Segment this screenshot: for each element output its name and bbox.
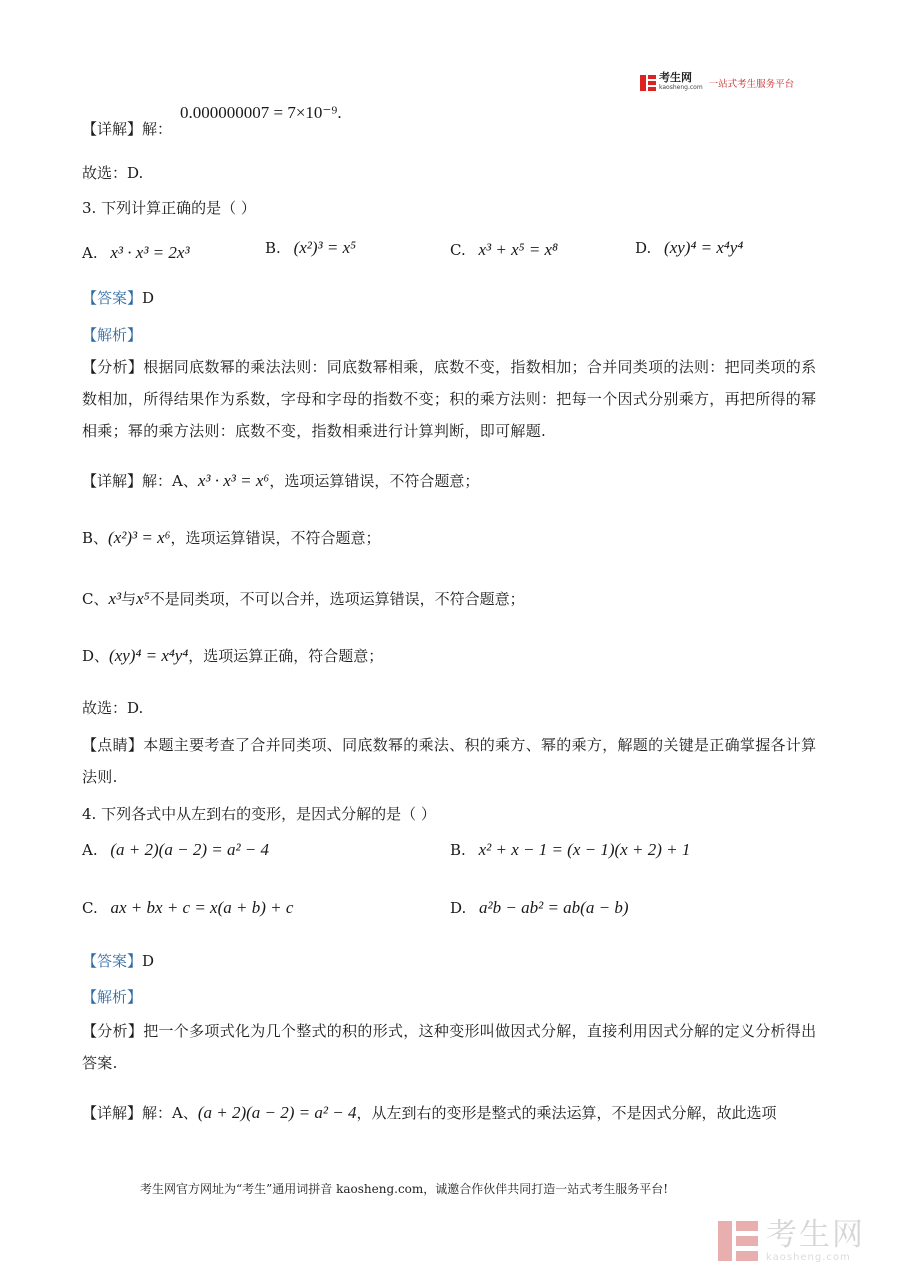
option-math: (xy)⁴ = x⁴y⁴ (664, 238, 744, 257)
q3-option-a (82, 243, 190, 263)
q3-detail-b (82, 527, 381, 548)
detail-math: x⁵ (136, 589, 150, 608)
answer-label: 【答案】 (82, 289, 143, 307)
q4-stem: 4. 下列各式中从左到右的变形，是因式分解的是（ ） (82, 805, 436, 823)
q4-answer (82, 950, 154, 971)
footer-text: 考生网官方网址为“考生”通用词拼音 kaosheng.com，诚邀合作伙伴共同打造一站式考生服务平台! (140, 1182, 669, 1196)
q3-analysis-label: 【解析】 (82, 326, 143, 344)
kaosheng-logo-icon (640, 75, 656, 91)
detail-prefix: 【详解】解：A、 (82, 472, 198, 490)
q4-option-b (450, 840, 690, 860)
option-math: (a + 2)(a − 2) = a² − 4 (110, 840, 270, 859)
q4-option-d (450, 898, 628, 918)
q3-answer (82, 287, 154, 308)
option-label: C. (82, 899, 98, 917)
detail-math: (a + 2)(a − 2) = a² − 4 (197, 1103, 357, 1122)
watermark-name: 考生网 (766, 1217, 865, 1253)
logo-name: 考生网 (659, 71, 692, 84)
option-math: x³ · x³ = 2x³ (110, 243, 190, 262)
option-math: ax + bx + c = x(a + b) + c (110, 898, 294, 917)
q3-choice: 故选：D. (82, 699, 144, 717)
detail-mid: 与 (121, 590, 137, 608)
q3-detail-a (82, 470, 479, 491)
q3-fenxi: 【分析】根据同底数幂的乘法法则：同底数幂相乘，底数不变，指数相加；合并同类项的法则：把同类项的系数相加，所得结果作为系数，字母和字母的指数不变；积的乘方法则：把每一个因式分别乘方，再把所得的幂相乘；幂的乘方法则：底数不变，指数相乘进行计算判断，即可解题. (82, 358, 817, 440)
option-label: A. (82, 244, 98, 262)
option-label: D. (635, 239, 652, 257)
q3-option-b (265, 238, 356, 258)
q2-detail-math: 0.000000007 = 7×10⁻⁹. (180, 103, 342, 122)
answer-value: D (142, 952, 155, 970)
option-math: a²b − ab² = ab(a − b) (479, 898, 629, 917)
logo-domain: kaosheng.com (659, 84, 703, 91)
q4-fenxi: 【分析】把一个多项式化为几个整式的积的形式，这种变形叫做因式分解，直接利用因式分解的定义分析得出答案. (82, 1022, 817, 1072)
q2-detail (82, 118, 172, 139)
detail-suffix: ，选项运算错误，不符合题意； (269, 472, 480, 490)
option-label: B. (265, 239, 281, 257)
detail-prefix: C、 (82, 590, 109, 608)
watermark (718, 1218, 865, 1263)
detail-math: x³ (108, 589, 122, 608)
q3-detail-d (82, 645, 383, 666)
q2-choice: 故选：D. (82, 164, 144, 182)
option-label: B. (450, 841, 466, 859)
answer-label: 【答案】 (82, 952, 143, 970)
q3-detail-c (82, 588, 525, 609)
q3-stem: 3. 下列计算正确的是（ ） (82, 199, 256, 217)
q3-option-d (635, 238, 743, 258)
watermark-domain: kaosheng.com (766, 1252, 851, 1263)
detail-prefix: 【详解】解：A、 (82, 1104, 198, 1122)
detail-math: (xy)⁴ = x⁴y⁴ (109, 646, 189, 665)
option-label: A. (82, 841, 98, 859)
detail-math: x³ · x³ = x⁶ (197, 471, 270, 490)
detail-suffix: 不是同类项，不可以合并，选项运算错误，不符合题意； (149, 590, 525, 608)
watermark-logo-icon (718, 1221, 758, 1261)
q4-option-a (82, 840, 269, 860)
detail-prefix: D、 (82, 647, 110, 665)
detail-math: (x²)³ = x⁶ (108, 528, 171, 547)
option-label: D. (450, 899, 467, 917)
option-math: (x²)³ = x⁵ (293, 238, 357, 257)
q3-option-c (450, 240, 558, 260)
answer-value: D (142, 289, 155, 307)
header-logo (640, 73, 794, 93)
detail-suffix: ，从左到右的变形是整式的乘法运算，不是因式分解，故此选项 (356, 1104, 777, 1122)
detail-prefix: B、 (82, 529, 109, 547)
logo-slogan: 一站式考生服务平台 (708, 79, 795, 90)
detail-suffix: ，选项运算错误，不符合题意； (170, 529, 381, 547)
q4-analysis-label: 【解析】 (82, 988, 143, 1006)
option-label: C. (450, 241, 466, 259)
detail-suffix: ，选项运算正确，符合题意； (188, 647, 384, 665)
q3-dianjing: 【点睛】本题主要考查了合并同类项、同底数幂的乘法、积的乘方、幂的乘方，解题的关键是正确掌握各计算法则. (82, 736, 817, 786)
q4-option-c (82, 898, 293, 918)
option-math: x² + x − 1 = (x − 1)(x + 2) + 1 (478, 840, 691, 859)
q4-detail (82, 1102, 777, 1123)
option-math: x³ + x⁵ = x⁸ (478, 240, 558, 259)
q2-detail-label: 【详解】解： (82, 120, 173, 138)
